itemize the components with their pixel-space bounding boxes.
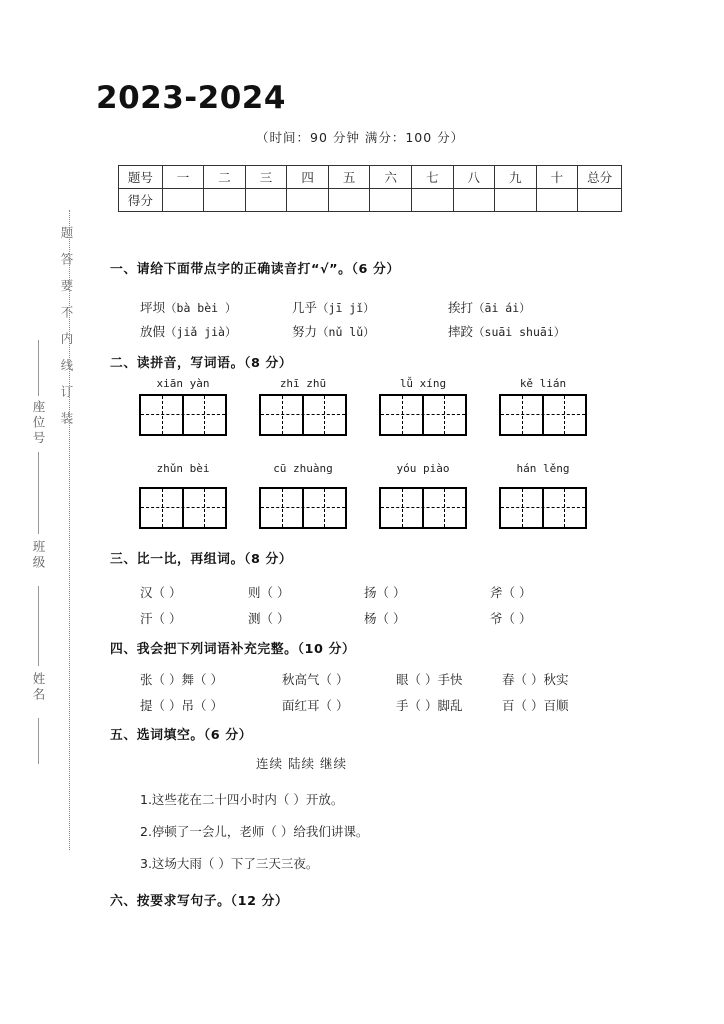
score-table-col-7: 七 bbox=[411, 166, 453, 189]
q3-item-7[interactable]: 杨（ ） bbox=[364, 611, 406, 626]
score-table bbox=[118, 165, 622, 212]
grid-dash-horizontal bbox=[381, 507, 465, 508]
page-title: 2023-2024 bbox=[96, 80, 286, 116]
score-cell-10[interactable] bbox=[536, 189, 578, 212]
score-cell-2[interactable] bbox=[204, 189, 246, 212]
q5-item-3[interactable]: 3.这场大雨（ ）下了三天三夜。 bbox=[140, 856, 319, 871]
grid-dash-right bbox=[564, 396, 565, 434]
q4-item-1[interactable]: 张（ ）舞（ ） bbox=[140, 672, 223, 687]
q4-item-3[interactable]: 眼（ ）手快 bbox=[396, 672, 463, 687]
q4-item-5[interactable]: 提（ ）吊（ ） bbox=[140, 698, 223, 713]
grid-dash-right bbox=[444, 396, 445, 434]
grid-dash-horizontal bbox=[261, 414, 345, 415]
q1-options-4[interactable]: （jiǎ jià） bbox=[165, 325, 237, 339]
seal-dotted-line-top bbox=[69, 210, 70, 850]
q2-pinyin-1-1: xiān yàn bbox=[156, 377, 210, 390]
q2-pinyin-2-2: cū zhuàng bbox=[273, 462, 333, 475]
q4-item-8[interactable]: 百（ ）百顺 bbox=[502, 698, 569, 713]
writing-grid-box[interactable] bbox=[139, 394, 227, 436]
q4-item-2[interactable]: 秋高气（ ） bbox=[282, 672, 349, 687]
grid-dash-left bbox=[162, 396, 163, 434]
q5-item-2[interactable]: 2.停顿了一会儿，老师（ ）给我们讲课。 bbox=[140, 824, 369, 839]
class-label: 班级 bbox=[31, 540, 46, 571]
q1-word-3: 挨打 bbox=[448, 300, 474, 315]
seal-line-text: 题答要不内线订装 bbox=[59, 226, 74, 438]
q1-options-2[interactable]: （jī jǐ） bbox=[317, 301, 375, 315]
grid-dash-horizontal bbox=[141, 507, 225, 508]
question-6-heading: 六、按要求写句子。（12 分） bbox=[110, 894, 289, 909]
q1-options-6[interactable]: （suāi shuāi） bbox=[473, 325, 566, 339]
question-2-heading: 二、读拼音，写词语。（8 分） bbox=[110, 356, 293, 371]
score-cell-6[interactable] bbox=[370, 189, 412, 212]
q2-pinyin-2-4: hán lěng bbox=[516, 462, 570, 475]
writing-grid-box[interactable] bbox=[379, 487, 467, 529]
q5-item-1[interactable]: 1.这些花在二十四小时内（ ）开放。 bbox=[140, 792, 344, 807]
grid-divider bbox=[542, 396, 544, 434]
table-row bbox=[119, 166, 622, 189]
score-table-col-8: 八 bbox=[453, 166, 495, 189]
question-4-heading: 四、我会把下列词语补充完整。（10 分） bbox=[110, 642, 356, 657]
score-cell-5[interactable] bbox=[328, 189, 370, 212]
grid-divider bbox=[542, 489, 544, 527]
score-cell-9[interactable] bbox=[495, 189, 537, 212]
q3-item-3[interactable]: 扬（ ） bbox=[364, 585, 406, 600]
q3-item-5[interactable]: 汗（ ） bbox=[140, 611, 182, 626]
grid-dash-left bbox=[282, 489, 283, 527]
score-table-row-header-2: 得分 bbox=[119, 189, 163, 212]
q2-grid-row-1 bbox=[96, 394, 724, 438]
grid-divider bbox=[182, 489, 184, 527]
q2-pinyin-1-4: kě lián bbox=[519, 377, 567, 390]
grid-dash-horizontal bbox=[381, 414, 465, 415]
q1-item-5 bbox=[292, 322, 375, 340]
score-cell-1[interactable] bbox=[162, 189, 204, 212]
q4-item-4[interactable]: 春（ ）秋实 bbox=[502, 672, 569, 687]
score-cell-total[interactable] bbox=[578, 189, 622, 212]
grid-divider bbox=[422, 396, 424, 434]
grid-dash-horizontal bbox=[501, 507, 585, 508]
writing-grid-box[interactable] bbox=[499, 394, 587, 436]
grid-dash-horizontal bbox=[141, 414, 225, 415]
score-table-col-2: 二 bbox=[204, 166, 246, 189]
score-table-col-9: 九 bbox=[495, 166, 537, 189]
q2-grid-row-2 bbox=[96, 487, 724, 531]
q4-item-7[interactable]: 手（ ）脚乱 bbox=[396, 698, 463, 713]
q1-item-1 bbox=[140, 298, 236, 316]
q2-pinyin-2-3: yóu piào bbox=[396, 462, 450, 475]
binding-sidebar bbox=[0, 0, 96, 1024]
class-rule bbox=[38, 486, 39, 534]
question-5-heading: 五、选词填空。（6 分） bbox=[110, 728, 253, 743]
grid-dash-left bbox=[282, 396, 283, 434]
q1-item-3 bbox=[448, 298, 531, 316]
grid-divider bbox=[302, 489, 304, 527]
q1-word-5: 努力 bbox=[292, 324, 318, 339]
q5-word-bank: 连续 陆续 继续 bbox=[256, 756, 347, 771]
score-table-col-3: 三 bbox=[245, 166, 287, 189]
q1-word-6: 摔跤 bbox=[448, 324, 474, 339]
writing-grid-box[interactable] bbox=[259, 394, 347, 436]
score-table-col-1: 一 bbox=[162, 166, 204, 189]
grid-dash-left bbox=[522, 489, 523, 527]
grid-divider bbox=[302, 396, 304, 434]
q4-item-6[interactable]: 面红耳（ ） bbox=[282, 698, 349, 713]
q2-pinyin-1-2: zhī zhū bbox=[279, 377, 327, 390]
writing-grid-box[interactable] bbox=[499, 487, 587, 529]
q1-item-6 bbox=[448, 322, 565, 340]
q1-item-2 bbox=[292, 298, 375, 316]
writing-grid-box[interactable] bbox=[379, 394, 467, 436]
exam-sheet bbox=[96, 0, 724, 1024]
q1-options-5[interactable]: （nǔ lǔ） bbox=[317, 325, 375, 339]
grid-dash-right bbox=[324, 396, 325, 434]
score-table-col-10: 十 bbox=[536, 166, 578, 189]
question-1-heading: 一、请给下面带点字的正确读音打“√”。（6 分） bbox=[110, 262, 400, 277]
grid-dash-horizontal bbox=[501, 414, 585, 415]
q3-item-8[interactable]: 爷（ ） bbox=[490, 611, 532, 626]
q3-item-1[interactable]: 汉（ ） bbox=[140, 585, 182, 600]
seat-number-rule bbox=[38, 340, 39, 396]
q1-word-4: 放假 bbox=[140, 324, 166, 339]
grid-dash-right bbox=[564, 489, 565, 527]
grid-dash-left bbox=[402, 489, 403, 527]
grid-divider bbox=[182, 396, 184, 434]
q1-word-2: 几乎 bbox=[292, 300, 318, 315]
q3-item-2[interactable]: 则（ ） bbox=[248, 585, 290, 600]
q1-options-1[interactable]: （bà bèi ） bbox=[165, 301, 237, 315]
q1-item-4 bbox=[140, 322, 236, 340]
table-row bbox=[119, 189, 622, 212]
writing-grid-box[interactable] bbox=[139, 487, 227, 529]
q1-options-3[interactable]: （āi ái） bbox=[473, 301, 531, 315]
grid-dash-left bbox=[162, 489, 163, 527]
score-table-col-6: 六 bbox=[370, 166, 412, 189]
grid-dash-left bbox=[402, 396, 403, 434]
q3-item-6[interactable]: 测（ ） bbox=[248, 611, 290, 626]
score-cell-8[interactable] bbox=[453, 189, 495, 212]
grid-dash-right bbox=[204, 396, 205, 434]
score-table-row-header-1: 题号 bbox=[119, 166, 163, 189]
grid-dash-right bbox=[444, 489, 445, 527]
grid-dash-right bbox=[324, 489, 325, 527]
grid-dash-horizontal bbox=[261, 507, 345, 508]
name-rule bbox=[38, 620, 39, 666]
grid-divider bbox=[422, 489, 424, 527]
score-table-col-total: 总分 bbox=[578, 166, 622, 189]
question-3-heading: 三、比一比，再组词。（8 分） bbox=[110, 552, 293, 567]
score-cell-4[interactable] bbox=[287, 189, 329, 212]
writing-grid-box[interactable] bbox=[259, 487, 347, 529]
score-cell-7[interactable] bbox=[411, 189, 453, 212]
q3-item-4[interactable]: 斧（ ） bbox=[490, 585, 532, 600]
q1-word-1: 坪坝 bbox=[140, 300, 166, 315]
seat-number-label: 座位号 bbox=[31, 400, 46, 447]
grid-dash-right bbox=[204, 489, 205, 527]
score-cell-3[interactable] bbox=[245, 189, 287, 212]
score-table-col-4: 四 bbox=[287, 166, 329, 189]
score-table-col-5: 五 bbox=[328, 166, 370, 189]
exam-meta-line: （时间：90 分钟 满分：100 分） bbox=[256, 130, 465, 145]
grid-dash-left bbox=[522, 396, 523, 434]
q2-pinyin-1-3: lǚ xíng bbox=[399, 377, 447, 390]
name-rule-2 bbox=[38, 718, 39, 764]
q2-pinyin-2-1: zhǔn bèi bbox=[156, 462, 210, 475]
name-label: 姓名 bbox=[31, 672, 46, 703]
